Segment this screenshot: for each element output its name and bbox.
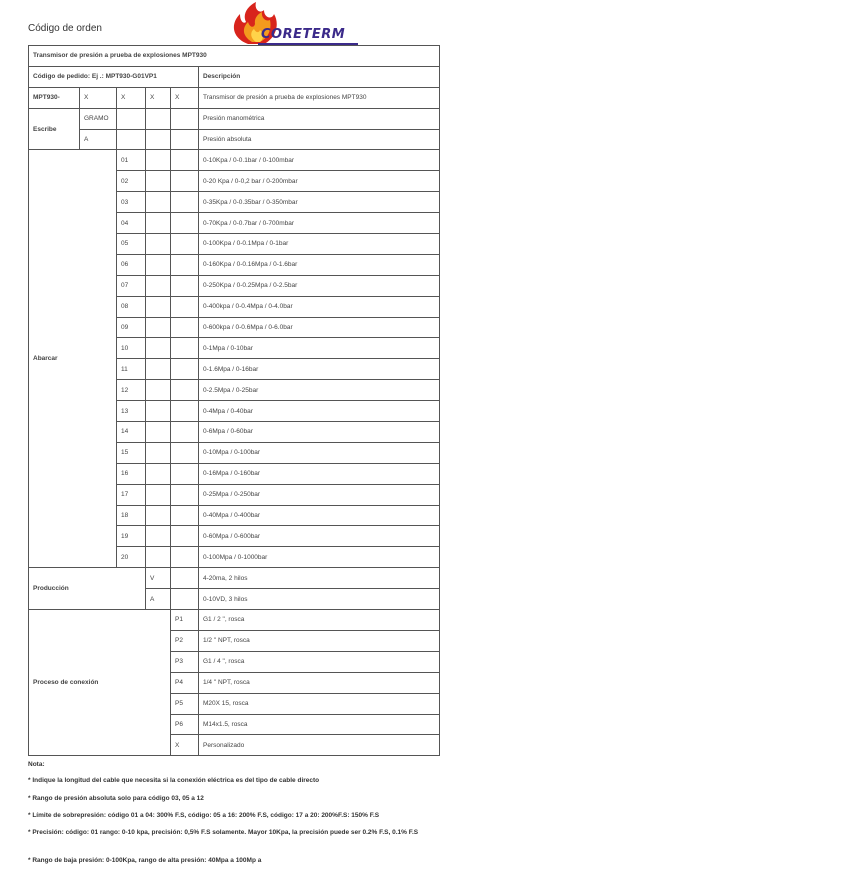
table-cell bbox=[171, 234, 199, 255]
range-code: 02 bbox=[117, 171, 146, 192]
range-code: 06 bbox=[117, 254, 146, 275]
range-code: 01 bbox=[117, 150, 146, 171]
placeholder-x: X bbox=[171, 87, 199, 108]
table-cell bbox=[171, 505, 199, 526]
table-cell bbox=[146, 526, 171, 547]
connection-code: P2 bbox=[171, 630, 199, 651]
table-cell bbox=[171, 171, 199, 192]
table-row bbox=[29, 568, 440, 589]
table-cell bbox=[171, 296, 199, 317]
range-description: 0-40Mpa / 0-400bar bbox=[199, 505, 440, 526]
table-cell bbox=[146, 192, 171, 213]
connection-description: 1/4 " NPT, rosca bbox=[199, 672, 440, 693]
table-cell bbox=[146, 296, 171, 317]
table-cell bbox=[146, 317, 171, 338]
range-code: 04 bbox=[117, 213, 146, 234]
table-cell bbox=[171, 526, 199, 547]
table-cell bbox=[171, 338, 199, 359]
table-cell bbox=[171, 589, 199, 610]
output-description: 4-20ma, 2 hilos bbox=[199, 568, 440, 589]
table-row bbox=[29, 150, 440, 171]
note-item: * Rango de presión absoluta solo para código 03, 05 a 12 bbox=[28, 795, 204, 802]
range-code: 09 bbox=[117, 317, 146, 338]
note-item: * Límite de sobrepresión: código 01 a 04: 300% F.S, código: 05 a 16: 200% F.S, código: 17 a 20: 200%F.S: 150% F.S bbox=[28, 812, 380, 819]
table-cell bbox=[171, 422, 199, 443]
type-code: GRAMO bbox=[80, 108, 117, 129]
output-description: 0-10VD, 3 hilos bbox=[199, 589, 440, 610]
table-row bbox=[29, 87, 440, 108]
table-cell bbox=[171, 213, 199, 234]
table-cell bbox=[146, 171, 171, 192]
table-cell bbox=[171, 568, 199, 589]
placeholder-x: X bbox=[146, 87, 171, 108]
range-description: 0-2.5Mpa / 0-25bar bbox=[199, 380, 440, 401]
range-code: 19 bbox=[117, 526, 146, 547]
range-label: Abarcar bbox=[29, 150, 117, 568]
table-cell bbox=[146, 547, 171, 568]
range-code: 07 bbox=[117, 275, 146, 296]
table-cell bbox=[146, 213, 171, 234]
table-cell bbox=[171, 380, 199, 401]
table-cell bbox=[146, 359, 171, 380]
range-description: 0-400kpa / 0-0.4Mpa / 0-4.0bar bbox=[199, 296, 440, 317]
range-description: 0-35Kpa / 0-0.35bar / 0-350mbar bbox=[199, 192, 440, 213]
range-code: 14 bbox=[117, 422, 146, 443]
range-code: 13 bbox=[117, 401, 146, 422]
range-description: 0-25Mpa / 0-250bar bbox=[199, 484, 440, 505]
connection-label: Proceso de conexión bbox=[29, 610, 171, 756]
table-cell bbox=[117, 108, 146, 129]
table-row bbox=[29, 610, 440, 631]
table-cell bbox=[171, 129, 199, 150]
coreterm-logo bbox=[228, 2, 363, 46]
range-description: 0-100Kpa / 0-0.1Mpa / 0-1bar bbox=[199, 234, 440, 255]
type-label: Escribe bbox=[29, 108, 80, 150]
range-description: 0-20 Kpa / 0-0,2 bar / 0-200mbar bbox=[199, 171, 440, 192]
logo-text: COREТERM bbox=[261, 27, 346, 42]
table-cell bbox=[146, 108, 171, 129]
table-cell bbox=[146, 442, 171, 463]
table-cell bbox=[146, 150, 171, 171]
table-cell bbox=[117, 129, 146, 150]
model-description: Transmisor de presión a prueba de explosiones MPT930 bbox=[199, 87, 440, 108]
range-code: 20 bbox=[117, 547, 146, 568]
table-cell bbox=[146, 505, 171, 526]
connection-code: P6 bbox=[171, 714, 199, 735]
table-row bbox=[29, 129, 440, 150]
table-title: Transmisor de presión a prueba de explosiones MPT930 bbox=[29, 46, 440, 67]
range-code: 17 bbox=[117, 484, 146, 505]
connection-description: 1/2 " NPT, rosca bbox=[199, 630, 440, 651]
table-cell bbox=[171, 254, 199, 275]
range-code: 11 bbox=[117, 359, 146, 380]
table-cell bbox=[146, 338, 171, 359]
table-cell bbox=[146, 254, 171, 275]
model-code: MPT930- bbox=[29, 87, 80, 108]
range-code: 05 bbox=[117, 234, 146, 255]
table-cell bbox=[171, 547, 199, 568]
table-cell bbox=[146, 422, 171, 443]
range-description: 0-16Mpa / 0-160bar bbox=[199, 463, 440, 484]
table-cell bbox=[171, 359, 199, 380]
range-description: 0-6Mpa / 0-60bar bbox=[199, 422, 440, 443]
note-item: * Indique la longitud del cable que necesita si la conexión eléctrica es del tipo de cable directo bbox=[28, 777, 320, 784]
type-code: A bbox=[80, 129, 117, 150]
range-code: 15 bbox=[117, 442, 146, 463]
range-code: 12 bbox=[117, 380, 146, 401]
connection-description: G1 / 4 ", rosca bbox=[199, 651, 440, 672]
connection-description: Personalizado bbox=[199, 735, 440, 756]
range-description: 0-250Kpa / 0-0.25Mpa / 0-2.5bar bbox=[199, 275, 440, 296]
table-row bbox=[29, 46, 440, 67]
range-code: 16 bbox=[117, 463, 146, 484]
table-cell bbox=[171, 317, 199, 338]
description-header: Descripción bbox=[199, 66, 440, 87]
connection-description: G1 / 2 ", rosca bbox=[199, 610, 440, 631]
range-description: 0-600kpa / 0-0.6Mpa / 0-6.0bar bbox=[199, 317, 440, 338]
table-cell bbox=[171, 442, 199, 463]
table-row bbox=[29, 66, 440, 87]
range-description: 0-100Mpa / 0-1000bar bbox=[199, 547, 440, 568]
range-code: 08 bbox=[117, 296, 146, 317]
range-description: 0-10Kpa / 0-0.1bar / 0-100mbar bbox=[199, 150, 440, 171]
output-code: A bbox=[146, 589, 171, 610]
table-cell bbox=[171, 192, 199, 213]
connection-description: M14x1.5, rosca bbox=[199, 714, 440, 735]
range-description: 0-4Mpa / 0-40bar bbox=[199, 401, 440, 422]
table-cell bbox=[171, 108, 199, 129]
table-cell bbox=[171, 150, 199, 171]
table-cell bbox=[146, 463, 171, 484]
output-label: Producción bbox=[29, 568, 146, 610]
table-cell bbox=[146, 484, 171, 505]
range-code: 03 bbox=[117, 192, 146, 213]
range-code: 10 bbox=[117, 338, 146, 359]
type-description: Presión absoluta bbox=[199, 129, 440, 150]
table-row bbox=[29, 108, 440, 129]
table-cell bbox=[171, 463, 199, 484]
placeholder-x: X bbox=[117, 87, 146, 108]
table-cell bbox=[146, 234, 171, 255]
type-description: Presión manométrica bbox=[199, 108, 440, 129]
note-item: * Rango de baja presión: 0-100Kpa, rango de alta presión: 40Mpa a 100Mp a bbox=[28, 857, 262, 864]
table-cell bbox=[146, 129, 171, 150]
note-item: * Precisión: código: 01 rango: 0-10 kpa, precisión: 0,5% F.S solamente. Mayor 10Kpa, la precisión puede ser 0.2% F.S, 0.1% F.S bbox=[28, 829, 419, 836]
connection-code: P3 bbox=[171, 651, 199, 672]
connection-code: P4 bbox=[171, 672, 199, 693]
connection-description: M20X 15, rosca bbox=[199, 693, 440, 714]
connection-code: X bbox=[171, 735, 199, 756]
notes-title: Nota: bbox=[28, 761, 45, 768]
table-cell bbox=[146, 275, 171, 296]
placeholder-x: X bbox=[80, 87, 117, 108]
order-code-table bbox=[28, 45, 440, 756]
table-cell bbox=[146, 380, 171, 401]
page-title: Código de orden bbox=[28, 23, 102, 34]
range-description: 0-70Kpa / 0-0.7bar / 0-700mbar bbox=[199, 213, 440, 234]
range-code: 18 bbox=[117, 505, 146, 526]
table-cell bbox=[171, 484, 199, 505]
output-code: V bbox=[146, 568, 171, 589]
connection-code: P5 bbox=[171, 693, 199, 714]
table-cell bbox=[171, 401, 199, 422]
range-description: 0-60Mpa / 0-600bar bbox=[199, 526, 440, 547]
range-description: 0-160Kpa / 0-0.16Mpa / 0-1.6bar bbox=[199, 254, 440, 275]
table-cell bbox=[171, 275, 199, 296]
connection-code: P1 bbox=[171, 610, 199, 631]
order-code-example: Código de pedido: Ej .: MPT930-G01VP1 bbox=[29, 66, 199, 87]
range-description: 0-1.6Mpa / 0-16bar bbox=[199, 359, 440, 380]
range-description: 0-1Mpa / 0-10bar bbox=[199, 338, 440, 359]
range-description: 0-10Mpa / 0-100bar bbox=[199, 442, 440, 463]
table-cell bbox=[146, 401, 171, 422]
